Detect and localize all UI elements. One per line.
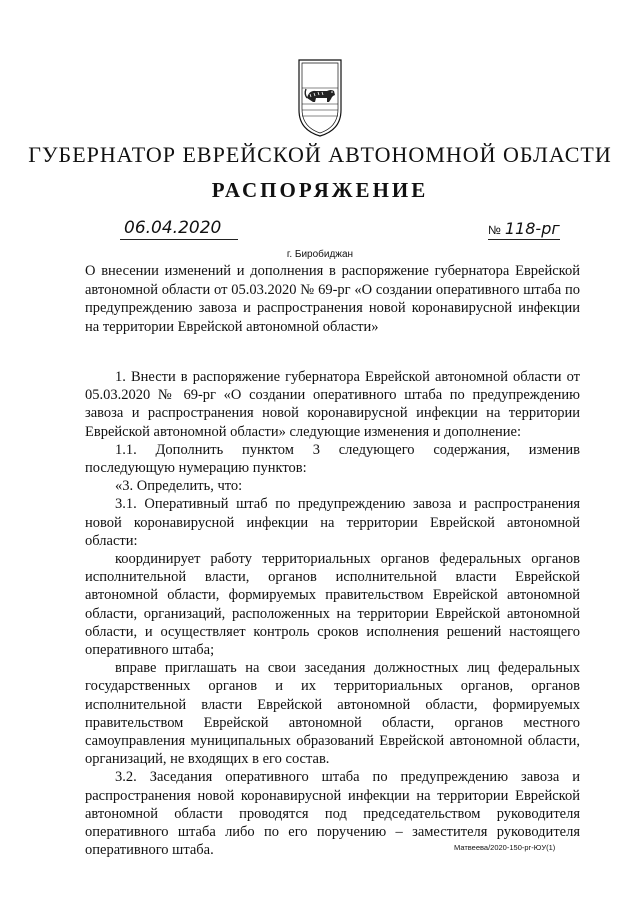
document-date: 06.04.2020 — [120, 219, 238, 240]
paragraph: 1. Внести в распоряжение губернатора Еврейской автономной области от 05.03.2020 № 69-рг «О создании оперативного штаба по предупреждению завоза и распространения новой коронавирусной инфекции на территории Еврейской автономной области» следующие изменения и дополнение: — [85, 369, 580, 440]
paragraph: 3.2. Заседания оперативного штаба по предупреждению завоза и распространения новой коронавирусной инфекции на территории Еврейской автономной области проводятся под председательством руководителя оперативного штаба либо по его поручению – заместителя руководителя оперативного штаба. — [85, 769, 580, 859]
issuer-title: ГУБЕРНАТОР ЕВРЕЙСКОЙ АВТОНОМНОЙ ОБЛАСТИ — [28, 142, 612, 167]
place-of-issue: г. Биробиджан — [286, 249, 354, 260]
document-type: РАСПОРЯЖЕНИЕ — [211, 178, 429, 202]
paragraph: 1.1. Дополнить пунктом 3 следующего содержания, изменив последующую нумерацию пунктов: — [85, 441, 580, 477]
paragraph: вправе приглашать на свои заседания должностных лиц федеральных государственных органов и их территориальных органов, органов исполнительной власти Еврейской автономной области, формируемых правительством Еврейской автономной области, органов местного самоуправления муниципальных образований Еврейской автономной области, организаций, не входящих в его состав. — [85, 660, 580, 768]
paragraph: координирует работу территориальных органов федеральных органов исполнительной власти, органов исполнительной власти Еврейской автономной области, формируемых правительством Еврейской автономной области, организаций, расположенных на территории Еврейской автономной области, и осуществляет контроль сроков исполнения решений настоящего оперативного штаба; — [85, 551, 580, 659]
number-sign: № — [488, 223, 501, 237]
document-subject: О внесении изменений и дополнения в распоряжение губернатора Еврейской автономной области от 05.03.2020 № 69-рг «О создании оперативного штаба по предупреждению завоза и распространения новой коронавирусной инфекции на территории Еврейской автономной области» — [85, 263, 580, 335]
paragraph: 3.1. Оперативный штаб по предупреждению завоза и распространения новой коронавирусной инфекции на территории Еврейской автономной области: — [85, 496, 580, 549]
document-body — [85, 368, 580, 859]
coat-of-arms-tiger-icon — [296, 58, 344, 138]
document-number-field — [488, 219, 560, 240]
document-number: 118-рг — [504, 219, 560, 238]
paragraph: «3. Определить, что: — [115, 478, 243, 495]
footer-reference: Матвеева/2020-150-рг-ЮУ(1) — [454, 843, 556, 852]
